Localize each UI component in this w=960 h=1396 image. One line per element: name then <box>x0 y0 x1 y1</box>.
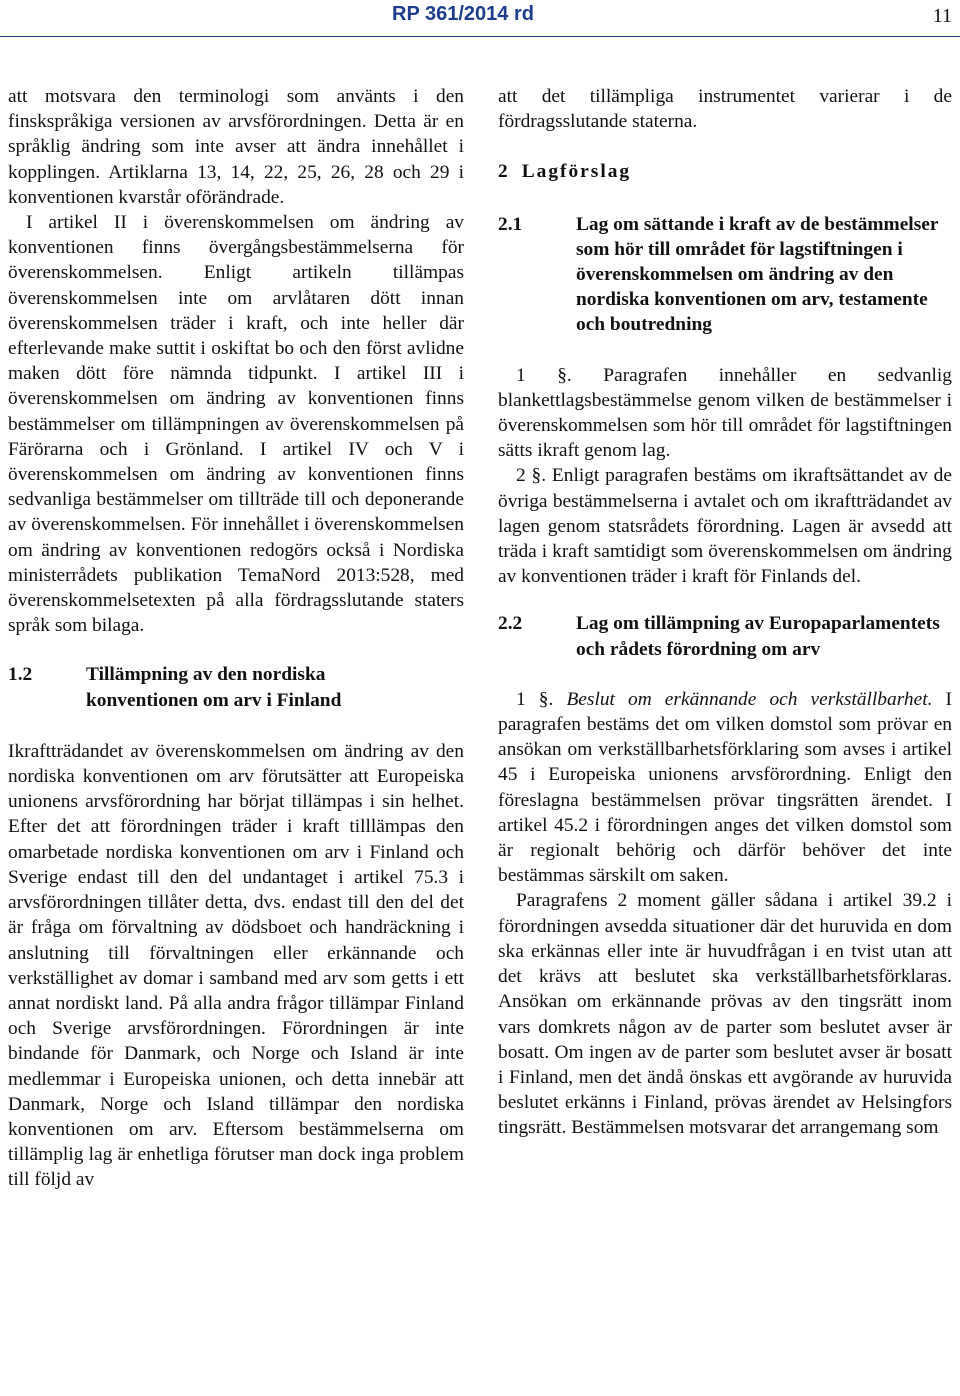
section-title: Tillämpning av den nordiska konventionen om arv i Finland <box>86 664 342 711</box>
paragraph: 1 §. Beslut om erkännande och verkställbarhet. I paragrafen bestäms det om vilken domstol som prövar en ansökan om verkställbarhetsförklaring som avses i artikel 45 i Europeiska unionens arvsförordning. Enligt den föreslagna bestämmelsen prövar tingsrätten ärendet. I artikel 45.2 i förordningen anges det vilken domstol som är regionalt behörig och därför behöver det inte bestämmas särskilt om saken. <box>498 688 953 887</box>
document-id: RP 361/2014 rd <box>392 3 534 25</box>
chapter-title: Lagförslag <box>521 161 632 183</box>
paragraph: att motsvara den terminologi som använts i den finskspråkiga versionen av arvsförordningen. Detta är en språklig ändring som inte avser att ändra innehållet i kopplingen. Artiklarna 13, 14, 22, 25, 26, 28 och 29 i konventionen kvarstår oförändrade. <box>8 86 464 208</box>
section-number: 1.2 <box>8 664 33 686</box>
page-header <box>0 0 960 34</box>
left-column <box>8 84 464 1193</box>
section-label: 1 §. <box>516 688 554 710</box>
section-number: 2.1 <box>498 213 523 235</box>
section-heading-1-2 <box>8 662 464 712</box>
section-title: Lag om sättande i kraft av de bestämmelser som hör till området för lagstiftningen i överenskommelsen om ändring av den nordiska konventionen om arv, testamente och boutredning <box>576 213 939 336</box>
section-heading-2-2 <box>498 611 952 661</box>
section-number: 2.2 <box>498 613 523 635</box>
paragraph: 1 §. Paragrafen innehåller en sedvanlig blankettlagsbestämmelse genom vilken de bestämmelser i överenskommelsen som hör till området för lagstiftningen sätts ikraft genom lag. <box>498 364 952 462</box>
paragraph: 2 §. Enligt paragrafen bestäms om ikraftsättandet av de övriga bestämmelserna i avtalet och om ikraftträdandet av lagen genom statsrådets förordning. Lagen är avsedd att träda i kraft samtidigt som överenskommelsen om ändring av konventionen träder i kraft för Finlands del. <box>498 465 952 588</box>
section-label: 1 §. <box>516 364 572 386</box>
right-column <box>498 84 952 1141</box>
paragraph: I artikel II i överenskommelsen om ändring av konventionen finns övergångsbestämmelserna för överenskommelsen. Enligt artikeln tillämpas överenskommelsen inte om arvlåtaren dött innan överenskommelsen träder i kraft, och inte heller där efterlevande make suttit i oskiftat bo och den först avlidne maken dött före nämnda tidpunkt. I artikel III i överenskommelsen om ändring av konventionen finns bestämmelser om tillämpningen av överenskommelsen på Färörarna och i Grönland. I artikel IV och V i överenskommelsen om ändring av konventionen finns sedvanliga bestämmelser om tillträde till och deponerande av överenskommelsen. För innehållet i överenskommelsen om ändring av konventionen redogörs också i Nordiska ministerrådets publikation TemaNord 2013:528, med överenskommelsetexten på alla fördragsslutande staters språk som bilaga. <box>8 212 464 637</box>
section-label: 2 §. <box>516 465 547 487</box>
section-subtitle: Beslut om erkännande och verkställbarhet. <box>566 688 933 710</box>
paragraph: att det tillämpliga instrumentet varierar i de fördragsslutande staterna. <box>498 86 952 133</box>
chapter-number: 2 <box>498 161 508 183</box>
paragraph: Ikraftträdandet av överenskommelsen om ändring av den nordiska konventionen om arv förutsätter att Europeiska unionens arvsförordning har börjat tillämpas i sin helhet. Efter det att förordningen träder i kraft tilllämpas den omarbetade nordiska konventionen om arv i Finland och Sverige endast till den del undantaget i artikel 75.3 i arvsförordningen tillåter detta, dvs. endast till den del det är fråga om förvaltning av dödsboet och handräckning i anslutning till förvaltningen eller erkännande och verkställighet av domar i samband med arv som getts i ett annat nordiskt land. På alla andra frågor tillämpar Finland och Sverige arvsförordningen. Förordningen är inte bindande för Danmark, och Norge och Island är inte medlemmar i Europeiska unionen, och detta innebär att Danmark, Norge och Island tillämpar den nordiska konventionen om arv. Eftersom bestämmelserna om tillämplig lag är enhetliga förutser man dock inga problem till följd av <box>8 740 464 1191</box>
chapter-heading <box>498 159 952 184</box>
header-rule <box>0 36 960 37</box>
paragraph: Paragrafens 2 moment gäller sådana i artikel 39.2 i förordningen avsedda situationer där det huruvida en dom ska erkännas eller inte är huvudfrågan i en tvist utan att det krävs att beslutet ska verkställbarhetsförklaras. Ansökan om erkännande prövas av den tingsrätt inom vars domkrets någon av de parter som beslutet avser är bosatt. Om ingen av de parter som beslutet avser är bosatt i Finland, men det ändå önskas ett avgörande av huruvida beslutet erkänns i Finland, prövas ärendet av Helsingfors tingsrätt. Bestämmelsen motsvarar det arrangemang som <box>498 890 952 1139</box>
section-title: Lag om tillämpning av Europaparlamentets och rådets förordning om arv <box>576 613 940 660</box>
section-heading-2-1 <box>498 212 952 338</box>
page-number: 11 <box>932 5 952 27</box>
